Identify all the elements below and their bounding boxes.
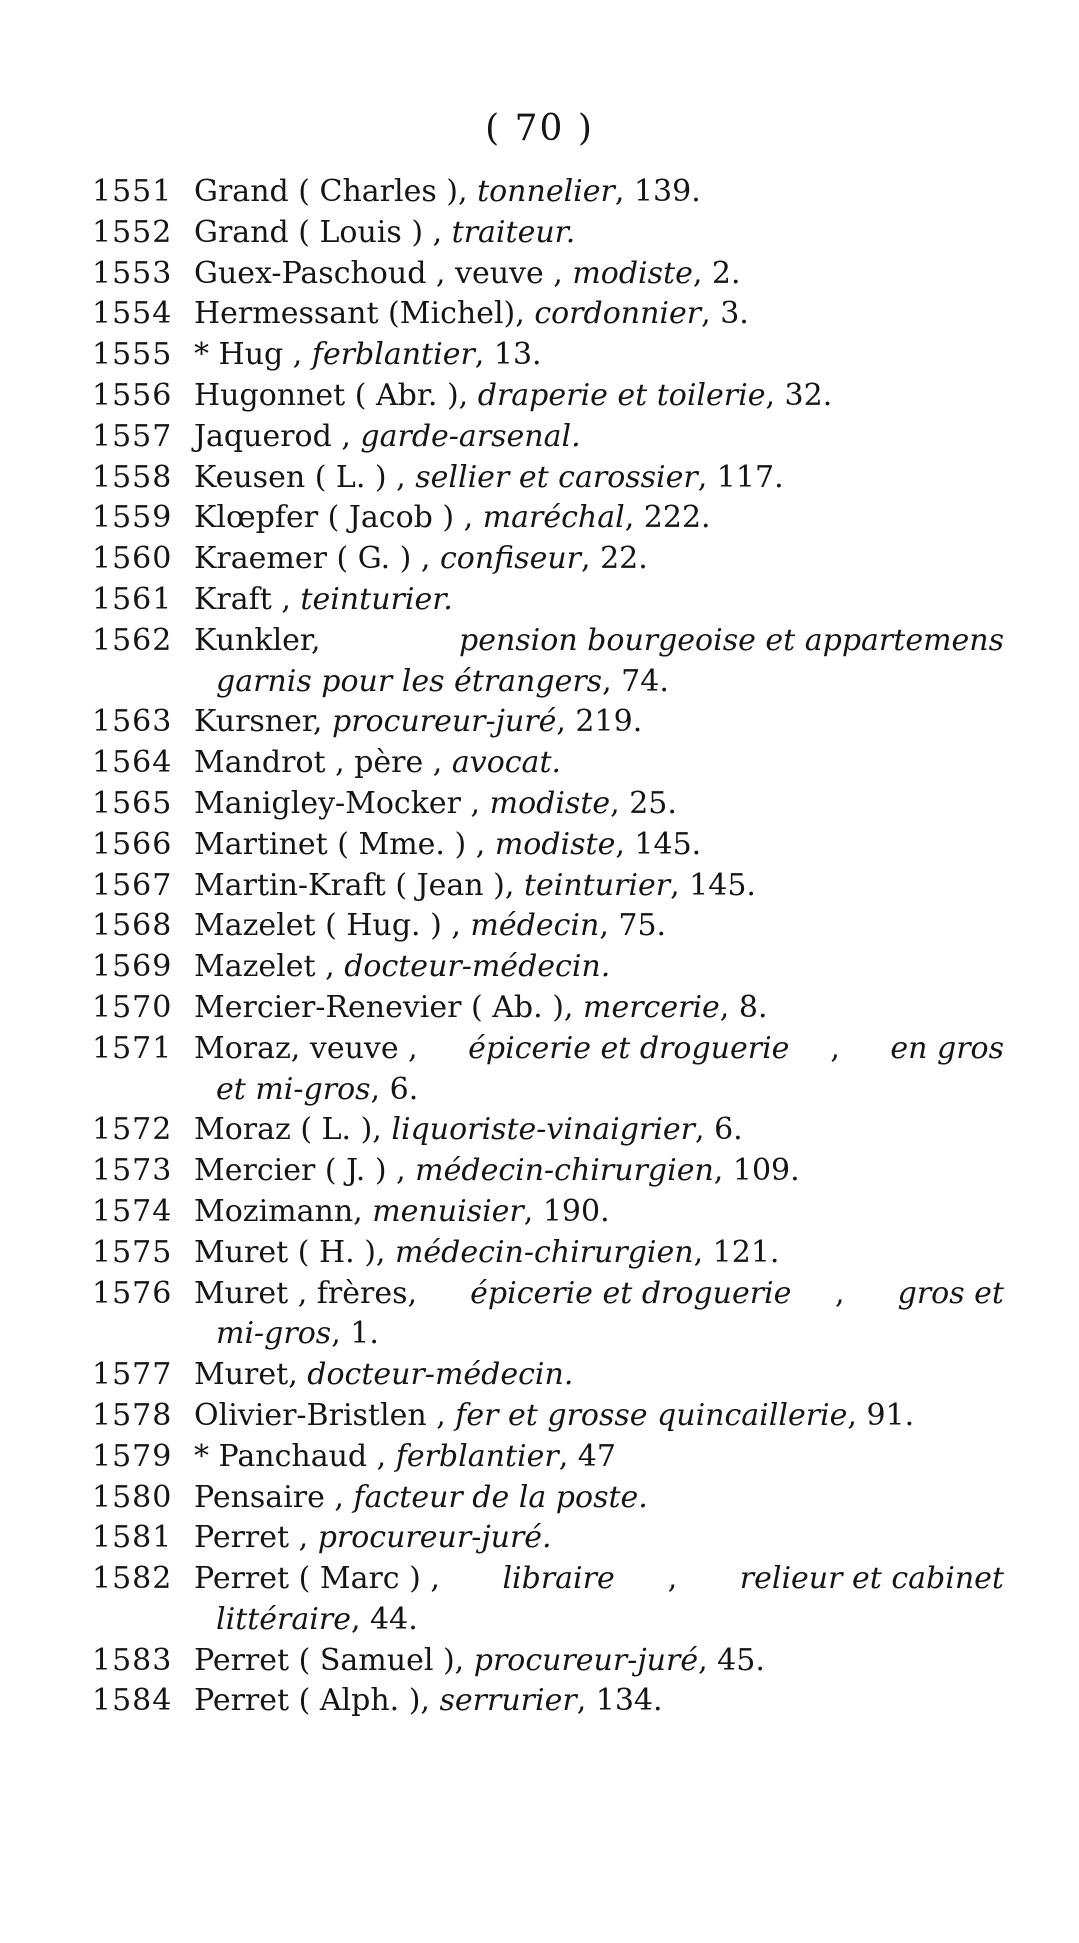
trade-text: menuisier xyxy=(372,1193,524,1229)
entry-number: 1581 xyxy=(92,1520,173,1556)
entry-body xyxy=(194,417,1004,458)
entry-number: 1552 xyxy=(92,214,173,250)
entry-number: 1583 xyxy=(92,1642,173,1678)
directory-list xyxy=(92,172,1004,1722)
entry-number: 1557 xyxy=(92,418,173,454)
entry-body xyxy=(194,580,1004,621)
trade-text: médecin-chirurgien xyxy=(415,1153,714,1189)
name-text: Perret ( Marc ) , xyxy=(194,1561,450,1597)
directory-entry xyxy=(92,498,1004,539)
directory-entry xyxy=(92,1478,1004,1519)
name-text: Hermessant (Michel), xyxy=(194,296,535,332)
name-text: Jaquerod , xyxy=(194,418,361,454)
directory-entry xyxy=(92,947,1004,988)
entry-body xyxy=(194,1518,1004,1559)
entry-number: 1565 xyxy=(92,785,173,821)
entry-line xyxy=(194,213,1004,254)
entry-body xyxy=(194,947,1004,988)
entry-body xyxy=(194,743,1004,784)
name-text: Mozimann, xyxy=(194,1193,373,1229)
entry-number: 1567 xyxy=(92,867,173,903)
entry-continuation-line xyxy=(194,1314,1004,1355)
entry-line xyxy=(194,825,1004,866)
trade-text: docteur-médecin. xyxy=(307,1357,574,1393)
entry-body xyxy=(194,988,1004,1029)
entry-body xyxy=(194,213,1004,254)
entry-body xyxy=(194,1110,1004,1151)
directory-entry xyxy=(92,458,1004,499)
entry-line xyxy=(194,1641,1004,1682)
trade-text: procureur-juré. xyxy=(317,1520,552,1556)
trade-text: modiste xyxy=(489,785,611,821)
name-text: , 1. xyxy=(331,1316,379,1352)
name-text: Perret , xyxy=(194,1520,318,1556)
entry-line xyxy=(194,1233,1004,1274)
directory-entry xyxy=(92,1559,1004,1641)
entry-body xyxy=(194,1192,1004,1233)
name-text: Moraz, veuve , xyxy=(194,1030,428,1066)
directory-entry xyxy=(92,866,1004,907)
entry-number: 1570 xyxy=(92,989,173,1025)
entry-body xyxy=(194,539,1004,580)
entry-continuation-line xyxy=(194,1070,1004,1111)
entry-line xyxy=(194,498,1004,539)
name-text: , 145. xyxy=(615,826,702,862)
trade-text: fer et grosse quincaillerie xyxy=(455,1397,848,1433)
trade-text: épicerie et droguerie xyxy=(468,1030,790,1066)
entry-body xyxy=(194,906,1004,947)
trade-text: avocat. xyxy=(451,745,562,781)
name-text: Kunkler, xyxy=(194,622,331,658)
trade-text: et mi-gros xyxy=(216,1071,371,1107)
trade-text: procureur-juré xyxy=(332,704,557,740)
directory-entry xyxy=(92,1233,1004,1274)
name-text: Guex-Paschoud , veuve , xyxy=(194,255,573,291)
directory-entry xyxy=(92,702,1004,743)
entry-line xyxy=(194,1110,1004,1151)
name-text: , 8. xyxy=(719,989,768,1025)
name-text: , 32. xyxy=(765,377,833,413)
entry-body xyxy=(194,1437,1004,1478)
trade-text: cordonnier xyxy=(534,296,702,332)
directory-entry xyxy=(92,376,1004,417)
name-text: Perret ( Samuel ), xyxy=(194,1642,474,1678)
entry-line xyxy=(194,294,1004,335)
trade-text: modiste xyxy=(494,826,616,862)
directory-entry xyxy=(92,1437,1004,1478)
name-text: , 75. xyxy=(599,908,667,944)
directory-entry xyxy=(92,294,1004,335)
name-text: Kraemer ( G. ) , xyxy=(194,541,440,577)
trade-text: tonnelier xyxy=(477,174,615,209)
entry-number: 1551 xyxy=(92,174,173,209)
entry-line xyxy=(194,458,1004,499)
trade-text: maréchal xyxy=(482,500,625,536)
trade-text: libraire xyxy=(502,1561,615,1597)
entry-number: 1577 xyxy=(92,1357,173,1393)
directory-entry xyxy=(92,1355,1004,1396)
entry-body xyxy=(194,1559,1004,1641)
entry-body xyxy=(194,1151,1004,1192)
entry-number: 1566 xyxy=(92,826,173,862)
entry-number: 1579 xyxy=(92,1438,173,1474)
trade-text: traiteur. xyxy=(451,214,576,250)
directory-entry xyxy=(92,1641,1004,1682)
trade-text: docteur-médecin. xyxy=(344,949,611,985)
trade-text: facteur de la poste. xyxy=(353,1479,648,1515)
entry-number: 1571 xyxy=(92,1030,173,1066)
entry-line xyxy=(194,743,1004,784)
entry-line xyxy=(194,866,1004,907)
entry-line xyxy=(194,580,1004,621)
trade-text: médecin-chirurgien xyxy=(394,1234,694,1270)
entry-line xyxy=(194,1437,1004,1478)
name-text: , 6. xyxy=(370,1071,419,1107)
directory-entry xyxy=(92,172,1004,213)
entry-body xyxy=(194,294,1004,335)
entry-line xyxy=(194,1151,1004,1192)
name-text: , 222. xyxy=(624,500,711,536)
entry-body xyxy=(194,335,1004,376)
name-text: , 3. xyxy=(701,296,749,332)
trade-text: pension bourgeoise et appartemens xyxy=(458,622,1004,658)
entry-body xyxy=(194,172,1004,213)
name-text: , 2. xyxy=(692,255,741,291)
name-text: Keusen ( L. ) , xyxy=(194,459,416,495)
name-text: Klœpfer ( Jacob ) , xyxy=(194,500,483,536)
trade-text: ferblantier xyxy=(395,1438,559,1474)
entry-number: 1573 xyxy=(92,1153,173,1189)
directory-entry xyxy=(92,213,1004,254)
name-text: , 25. xyxy=(610,785,677,821)
trade-text: draperie et toilerie xyxy=(477,377,766,413)
directory-entry xyxy=(92,1110,1004,1151)
trade-text: en gros xyxy=(890,1030,1004,1066)
name-text: , 145. xyxy=(670,867,756,903)
entry-number: 1568 xyxy=(92,908,173,944)
entry-line xyxy=(194,417,1004,458)
directory-entry xyxy=(92,743,1004,784)
entry-number: 1562 xyxy=(92,622,173,658)
directory-entry xyxy=(92,1274,1004,1356)
name-text: , 44. xyxy=(350,1601,418,1637)
name-text: Grand ( Charles ), xyxy=(194,174,478,209)
entry-number: 1572 xyxy=(92,1112,173,1148)
entry-number: 1582 xyxy=(92,1561,173,1597)
entry-number: 1564 xyxy=(92,745,173,781)
name-text: , 190. xyxy=(523,1193,610,1229)
name-text: , xyxy=(830,1030,850,1066)
entry-number: 1554 xyxy=(92,296,173,332)
name-text: , 74. xyxy=(602,663,669,699)
entry-number: 1555 xyxy=(92,337,173,373)
trade-text: ferblantier xyxy=(311,337,475,373)
name-text: * Panchaud , xyxy=(194,1438,396,1474)
name-text: , 91. xyxy=(847,1397,915,1433)
directory-entry xyxy=(92,621,1004,703)
entry-body xyxy=(194,1029,1004,1111)
entry-line xyxy=(194,621,1004,662)
name-text: , 219. xyxy=(556,704,643,740)
name-text: , 47 xyxy=(558,1438,616,1474)
directory-entry xyxy=(92,1681,1004,1722)
entry-body xyxy=(194,1641,1004,1682)
entry-line xyxy=(194,1274,1004,1315)
entry-body xyxy=(194,1233,1004,1274)
entry-body xyxy=(194,376,1004,417)
directory-entry xyxy=(92,1192,1004,1233)
trade-text: relieur et cabinet xyxy=(739,1561,1004,1597)
entry-line xyxy=(194,1478,1004,1519)
entry-line xyxy=(194,376,1004,417)
trade-text: confiseur xyxy=(440,541,582,577)
name-text: Mandrot , père , xyxy=(194,745,452,781)
trade-text: garnis pour les étrangers xyxy=(216,663,603,699)
name-text: , 13. xyxy=(474,337,542,373)
entry-line xyxy=(194,1029,1004,1070)
directory-entry xyxy=(92,1029,1004,1111)
entry-line xyxy=(194,702,1004,743)
entry-number: 1575 xyxy=(92,1234,173,1270)
entry-body xyxy=(194,1396,1004,1437)
name-text: Muret, xyxy=(194,1357,308,1393)
entry-body xyxy=(194,825,1004,866)
name-text: Kraft , xyxy=(194,581,301,617)
entry-body xyxy=(194,1274,1004,1356)
entry-body xyxy=(194,702,1004,743)
entry-number: 1563 xyxy=(92,704,173,740)
trade-text: mercerie xyxy=(583,989,720,1025)
name-text: , 121. xyxy=(693,1234,780,1270)
trade-text: teinturier. xyxy=(300,581,453,617)
name-text: Muret , frères, xyxy=(194,1275,427,1311)
entry-line xyxy=(194,784,1004,825)
name-text: , 117. xyxy=(697,459,784,495)
entry-number: 1580 xyxy=(92,1479,173,1515)
name-text: Mercier-Renevier ( Ab. ), xyxy=(194,989,583,1025)
entry-line xyxy=(194,988,1004,1029)
entry-number: 1553 xyxy=(92,255,173,291)
name-text: , 45. xyxy=(698,1642,765,1678)
entry-number: 1559 xyxy=(92,500,173,536)
directory-entry xyxy=(92,906,1004,947)
directory-entry xyxy=(92,988,1004,1029)
name-text: Kursner, xyxy=(194,704,333,740)
trade-text: gros et xyxy=(897,1275,1004,1311)
entry-line xyxy=(194,1559,1004,1600)
entry-line xyxy=(194,906,1004,947)
directory-entry xyxy=(92,1151,1004,1192)
entry-line xyxy=(194,335,1004,376)
entry-continuation-line xyxy=(194,662,1004,703)
name-text: Martin-Kraft ( Jean ), xyxy=(194,867,524,903)
entry-line xyxy=(194,254,1004,295)
entry-number: 1558 xyxy=(92,459,173,495)
entry-number: 1578 xyxy=(92,1397,173,1433)
trade-text: teinturier xyxy=(523,867,671,903)
entry-body xyxy=(194,254,1004,295)
entry-number: 1576 xyxy=(92,1275,173,1311)
entry-line xyxy=(194,1396,1004,1437)
trade-text: modiste xyxy=(572,255,693,291)
trade-text: sellier et carossier xyxy=(415,459,698,495)
name-text: , 139. xyxy=(614,174,701,209)
entry-body xyxy=(194,784,1004,825)
directory-entry xyxy=(92,335,1004,376)
entry-line xyxy=(194,1355,1004,1396)
trade-text: garde-arsenal. xyxy=(360,418,581,454)
name-text: Hugonnet ( Abr. ), xyxy=(194,377,478,413)
entry-body xyxy=(194,621,1004,703)
trade-text: serrurier xyxy=(439,1683,577,1719)
directory-entry xyxy=(92,580,1004,621)
name-text: , 22. xyxy=(581,541,648,577)
entry-line xyxy=(194,947,1004,988)
entry-body xyxy=(194,458,1004,499)
name-text: Mazelet ( Hug. ) , xyxy=(194,908,471,944)
entry-body xyxy=(194,1478,1004,1519)
entry-body xyxy=(194,498,1004,539)
name-text: Moraz ( L. ), xyxy=(194,1112,392,1148)
directory-entry xyxy=(92,539,1004,580)
entry-body xyxy=(194,866,1004,907)
name-text: Mercier ( J. ) , xyxy=(194,1153,416,1189)
trade-text: littéraire xyxy=(216,1601,351,1637)
directory-entry xyxy=(92,254,1004,295)
name-text: Muret ( H. ), xyxy=(194,1234,395,1270)
trade-text: mi-gros xyxy=(216,1316,332,1352)
entry-number: 1561 xyxy=(92,581,173,617)
trade-text: procureur-juré xyxy=(473,1642,699,1678)
entry-continuation-line xyxy=(194,1600,1004,1641)
entry-number: 1569 xyxy=(92,949,173,985)
trade-text: liquoriste-vinaigrier xyxy=(391,1112,695,1148)
directory-entry xyxy=(92,1518,1004,1559)
directory-entry xyxy=(92,1396,1004,1437)
name-text: , xyxy=(667,1561,687,1597)
entry-line xyxy=(194,539,1004,580)
entry-number: 1556 xyxy=(92,377,173,413)
name-text: Pensaire , xyxy=(194,1479,354,1515)
entry-number: 1574 xyxy=(92,1193,173,1229)
name-text: * Hug , xyxy=(194,337,312,373)
name-text: Martinet ( Mme. ) , xyxy=(194,826,495,862)
name-text: , 109. xyxy=(713,1153,800,1189)
name-text: Mazelet , xyxy=(194,949,345,985)
entry-line xyxy=(194,1681,1004,1722)
name-text: , xyxy=(834,1275,855,1311)
entry-line xyxy=(194,172,1004,213)
name-text: Manigley-Mocker , xyxy=(194,785,490,821)
entry-line xyxy=(194,1518,1004,1559)
page-number: ( 70 ) xyxy=(485,108,594,149)
entry-line xyxy=(194,1192,1004,1233)
name-text: Perret ( Alph. ), xyxy=(194,1683,440,1719)
trade-text: épicerie et droguerie xyxy=(470,1275,792,1311)
name-text: Olivier-Bristlen , xyxy=(194,1397,456,1433)
directory-entry xyxy=(92,784,1004,825)
directory-entry xyxy=(92,417,1004,458)
entry-number: 1560 xyxy=(92,541,173,577)
name-text: , 134. xyxy=(576,1683,663,1719)
name-text: Grand ( Louis ) , xyxy=(194,214,452,250)
directory-entry xyxy=(92,825,1004,866)
entry-number: 1584 xyxy=(92,1683,173,1719)
entry-body xyxy=(194,1355,1004,1396)
entry-body xyxy=(194,1681,1004,1722)
trade-text: médecin xyxy=(470,908,600,944)
name-text: , 6. xyxy=(695,1112,743,1148)
